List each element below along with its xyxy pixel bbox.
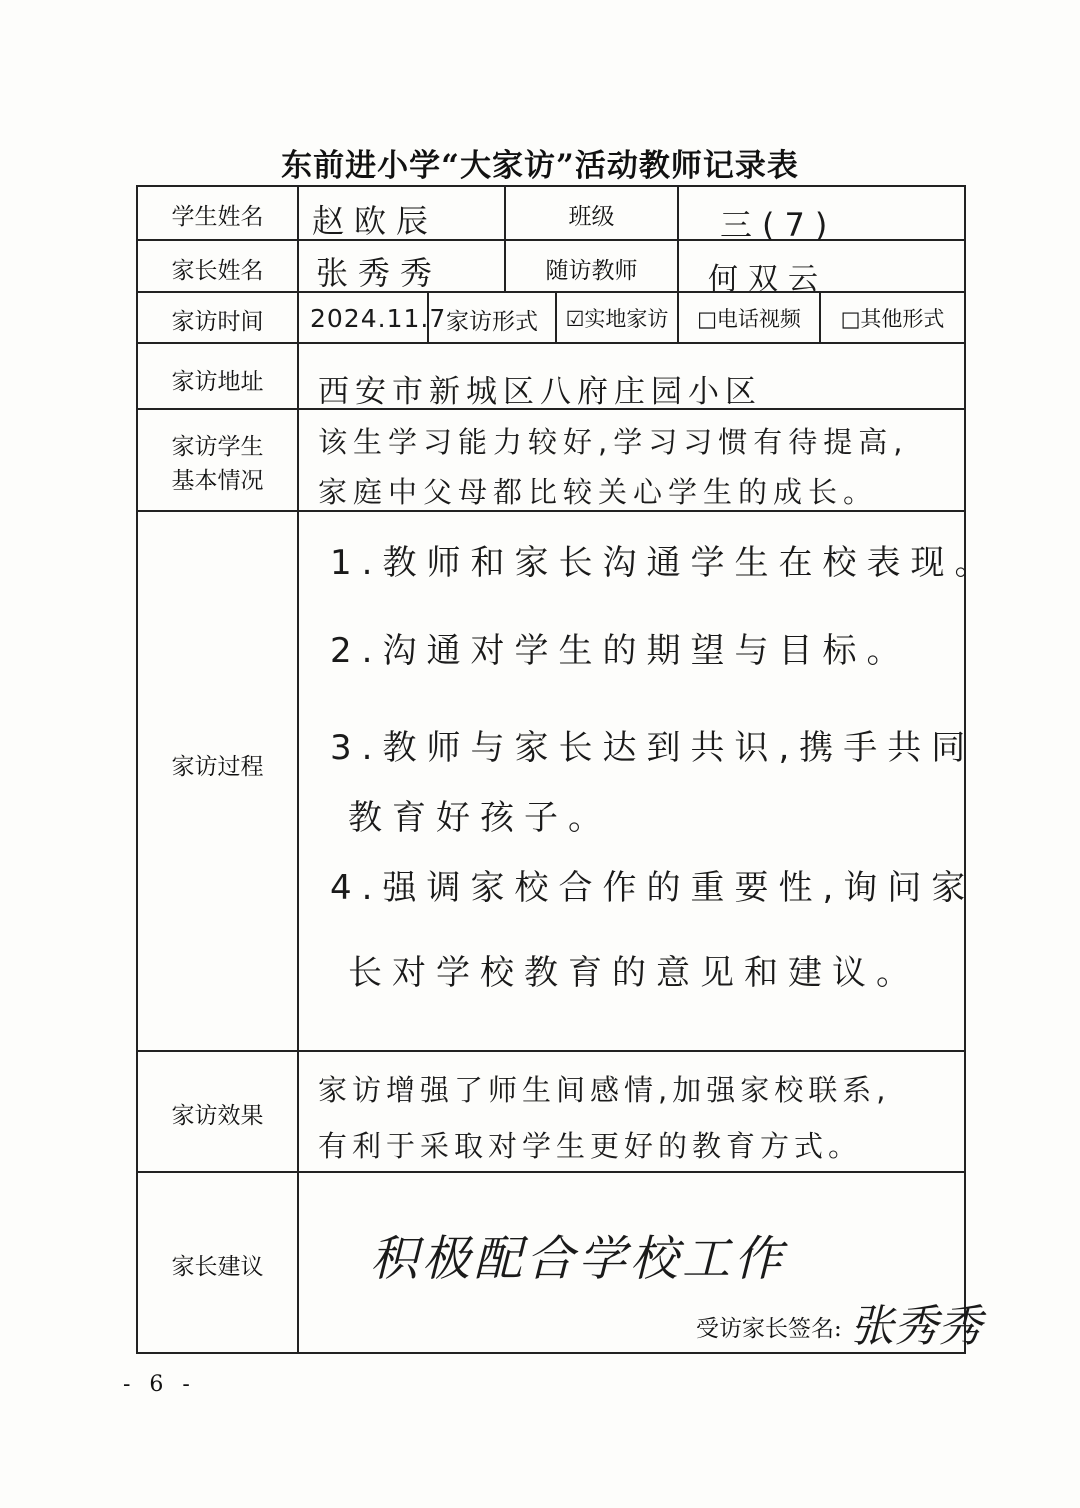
option-onsite-visit: ☑实地家访	[565, 307, 669, 331]
process-line-5: 4.强调家校合作的重要性,询问家	[330, 868, 976, 908]
basic-info-line-2: 家庭中父母都比较关心学生的成长。	[318, 475, 879, 509]
process-line-2: 2.沟通对学生的期望与目标。	[330, 631, 911, 671]
process-line-1: 1.教师和家长沟通学生在校表现。	[330, 543, 999, 583]
label-visit-form: 家访形式	[446, 309, 538, 335]
value-student-name: 赵欧辰	[312, 202, 439, 240]
label-suggestion: 家长建议	[171, 1254, 264, 1280]
basic-info-line-1: 该生学习能力较好,学习习惯有待提高,	[318, 425, 909, 459]
value-accompany-teacher: 何双云	[708, 262, 828, 297]
value-address: 西安市新城区八府庄园小区	[318, 374, 762, 410]
label-parent-name: 家长姓名	[171, 258, 264, 284]
effect-line-2: 有利于采取对学生更好的教育方式。	[318, 1129, 863, 1163]
label-address: 家访地址	[171, 369, 264, 395]
parent-signature: 张秀秀	[850, 1301, 982, 1352]
page-number: - 6 -	[123, 1372, 196, 1397]
label-process: 家访过程	[171, 754, 264, 780]
process-line-6: 长对学校教育的意见和建议。	[348, 953, 920, 993]
label-basic-info-1: 家访学生	[171, 434, 264, 460]
process-line-3: 3.教师与家长达到共识,携手共同	[330, 728, 976, 768]
process-line-4: 教育好孩子。	[348, 798, 612, 838]
effect-line-1: 家访增强了师生间感情,加强家校联系,	[318, 1073, 891, 1107]
label-parent-signature: 受访家长签名:	[696, 1316, 842, 1342]
label-visit-time: 家访时间	[171, 309, 264, 335]
option-other-form: □其他形式	[840, 307, 945, 331]
label-class: 班级	[568, 204, 615, 230]
value-visit-time: 2024.11.7	[310, 304, 447, 333]
form-title: 东前进小学“大家访”活动教师记录表	[281, 148, 799, 184]
value-suggestion: 积极配合学校工作	[370, 1231, 787, 1287]
option-phone-video: □电话视频	[697, 307, 801, 331]
label-effect: 家访效果	[171, 1103, 264, 1129]
value-class: 三(7)	[720, 206, 838, 244]
label-accompany-teacher: 随访教师	[545, 258, 638, 284]
label-student-name: 学生姓名	[171, 204, 264, 230]
value-parent-name: 张秀秀	[316, 254, 443, 292]
label-basic-info-2: 基本情况	[171, 468, 264, 494]
